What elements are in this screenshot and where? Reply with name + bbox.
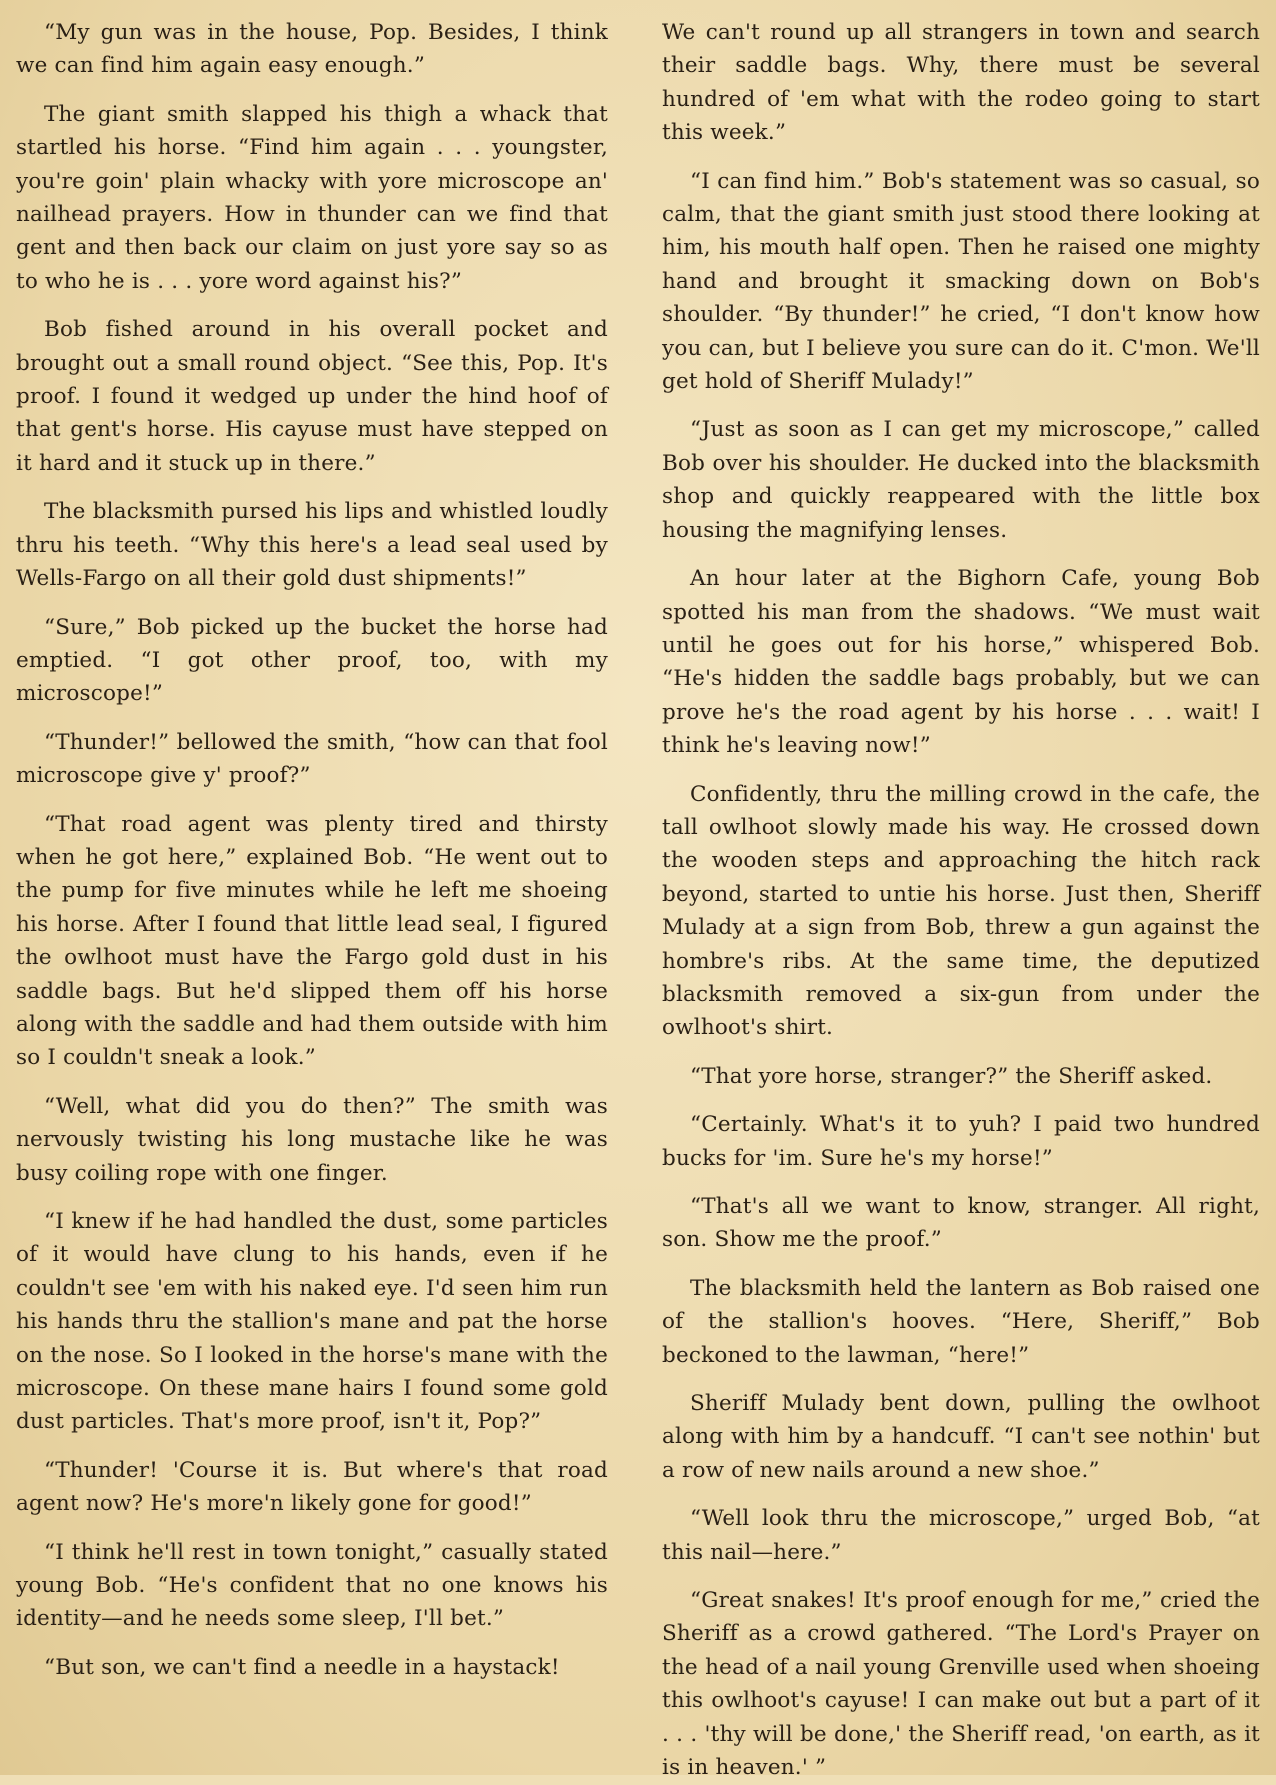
paragraph: “Great snakes! It's proof enough for me,” cried the Sheriff as a crowd gathered. “The Lord's Prayer on the head of a nail young Grenville used when shoeing this owlhoot's cayuse! I can make out but a part of it . . . 'thy will be done,' the Sheriff read, 'on earth, as it is in heaven.' ”	[662, 1588, 1260, 1781]
paragraph: “I knew if he had handled the dust, some particles of it would have clung to his hands, even if he couldn't see 'em with his naked eye. I'd seen him run his hands thru the stallion's mane and pat the horse on the nose. So I looked in the horse's mane with the microscope. On these mane hairs I found some gold dust particles. That's more proof, isn't it, Pop?”	[16, 1209, 608, 1435]
paragraph: “But son, we can't find a needle in a haystack!	[44, 1654, 560, 1680]
paragraph: “Thunder!” bellowed the smith, “how can that fool microscope give y' proof?”	[16, 729, 608, 789]
paragraph: “That road agent was plenty tired and thirsty when he got here,” explained Bob. “He went out to the pump for five minutes while he left me shoeing his horse. After I found that little lead seal, I figured the owlhoot must have the Fargo gold dust in his saddle bags. But he'd slipped them off his horse along with the saddle and had them outside with him so I couldn't sneak a look.”	[16, 811, 608, 1071]
paragraph: “Certainly. What's it to yuh? I paid two hundred bucks for 'im. Sure he's my horse!”	[662, 1112, 1260, 1171]
paragraph: “My gun was in the house, Pop. Besides, I think we can find him again easy enough.”	[16, 20, 608, 79]
paragraph: “Well look thru the microscope,” urged Bob, “at this nail—here.”	[662, 1506, 1260, 1565]
paragraph: “That yore horse, stranger?” the Sheriff asked.	[690, 1063, 1213, 1089]
paragraph: “Sure,” Bob picked up the bucket the horse had emptied. “I got other proof, too, with my microscope!”	[16, 614, 608, 707]
paragraph: Sheriff Mulady bent down, pulling the owlhoot along with him by a handcuff. “I can't see nothin' but a row of new nails around a new shoe.”	[662, 1391, 1260, 1483]
left-text-column	[16, 16, 608, 1684]
paragraph-continued: We can't round up all strangers in town and search their saddle bags. Why, there must be several hundred of 'em what with the rodeo going to start this week.”	[662, 20, 1260, 146]
paragraph: “I can find him.” Bob's statement was so casual, so calm, that the giant smith just stood there looking at him, his mouth half open. Then he raised one mighty hand and brought it smacking down on Bob's shoulder. “By thunder!” he cried, “I don't know how you can, but I believe you sure can do it. C'mon. We'll get hold of Sheriff Mulady!”	[662, 168, 1260, 395]
paragraph: The blacksmith pursed his lips and whistled loudly thru his teeth. “Why this here's a lead seal used by Wells-Fargo on all their gold dust shipments!”	[16, 499, 608, 592]
paragraph: “Just as soon as I can get my microscope,” called Bob over his shoulder. He ducked into the blacksmith shop and quickly reappeared with the little box housing the magnifying lenses.	[662, 417, 1260, 543]
paragraph: “Well, what did you do then?” The smith was nervously twisting his long mustache like he was busy coiling rope with one finger.	[16, 1093, 608, 1186]
paragraph: Bob fished around in his overall pocket and brought out a small round object. “See this, Pop. It's proof. I found it wedged up under the hind hoof of that gent's horse. His cayuse must have stepped on it hard and it stuck up in there.”	[16, 317, 608, 476]
right-text-column	[662, 16, 1260, 1785]
paragraph: The giant smith slapped his thigh a whack that startled his horse. “Find him again . . . youngster, you're goin' plain whacky with yore microscope an' nailhead prayers. How in thunder can we find that gent and then back our claim on just yore say so as to who he is . . . yore word against his?”	[16, 101, 608, 294]
paragraph: The blacksmith held the lantern as Bob raised one of the stallion's hooves. “Here, Sheriff,” Bob beckoned to the lawman, “here!”	[662, 1275, 1260, 1368]
paragraph: Confidently, thru the milling crowd in the cafe, the tall owlhoot slowly made his way. He crossed down the wooden steps and approaching the hitch rack beyond, started to untie his horse. Just then, Sheriff Mulady at a sign from Bob, threw a gun against the hombre's ribs. At the same time, the deputized blacksmith removed a six-gun from under the owlhoot's shirt.	[662, 781, 1260, 1041]
paragraph: “I think he'll rest in town tonight,” casually stated young Bob. “He's confident that no one knows his identity—and he needs some sleep, I'll bet.”	[16, 1539, 608, 1632]
paragraph: “That's all we want to know, stranger. All right, son. Show me the proof.”	[662, 1194, 1260, 1253]
paragraph: An hour later at the Bighorn Cafe, young Bob spotted his man from the shadows. “We must wait until he goes out for his horse,” whispered Bob. “He's hidden the saddle bags probably, but we can prove he's the road agent by his horse . . . wait! I think he's leaving now!”	[662, 566, 1260, 759]
paragraph: “Thunder! 'Course it is. But where's that road agent now? He's more'n likely gone for good!”	[16, 1457, 608, 1517]
